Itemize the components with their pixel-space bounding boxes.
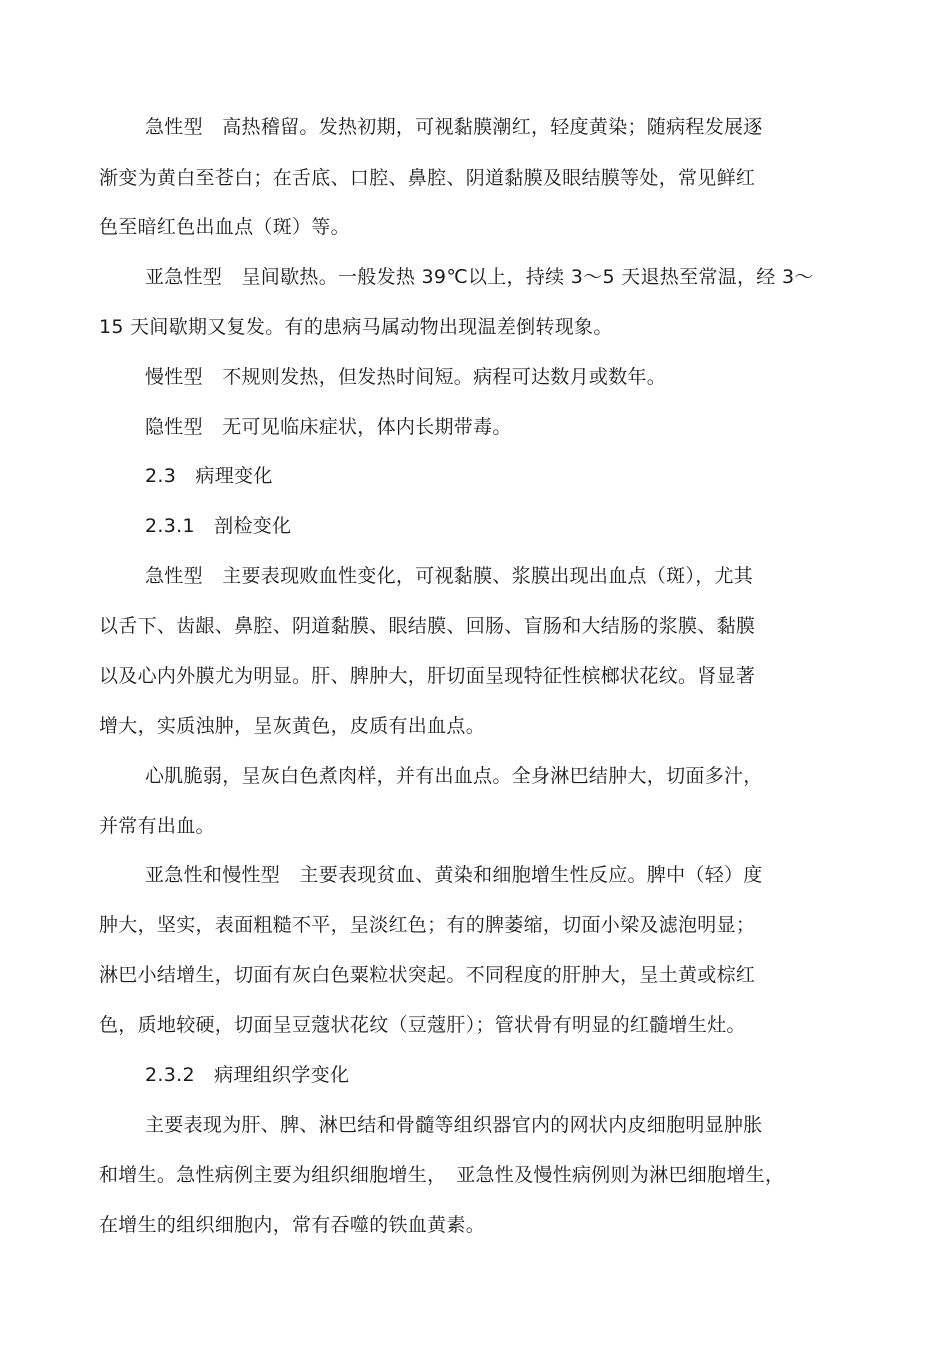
subsection-heading: 2.3.1 剖检变化	[145, 515, 292, 537]
text-line: 淋巴小结增生，切面有灰白色粟粒状突起。不同程度的肝肿大，呈土黄或棕红	[99, 964, 756, 986]
text-line: 并常有出血。	[99, 815, 215, 837]
text-line: 隐性型 无可见临床症状，体内长期带毒。	[145, 416, 512, 438]
text-line: 在增生的组织细胞内，常有吞噬的铁血黄素。	[99, 1214, 486, 1236]
text-line: 亚急性型 呈间歇热。一般发热 39℃以上，持续 3～5 天退热至常温，经 3～	[145, 266, 814, 288]
text-line: 15 天间歇期又复发。有的患病马属动物出现温差倒转现象。	[99, 316, 613, 338]
text-line: 以及心内外膜尤为明显。肝、脾肿大，肝切面呈现特征性槟榔状花纹。肾显著	[99, 665, 756, 687]
text-line: 增大，实质浊肿，呈灰黄色，皮质有出血点。	[99, 715, 486, 737]
text-line: 色至暗红色出血点（斑）等。	[99, 216, 350, 238]
text-line: 急性型 主要表现败血性变化，可视黏膜、浆膜出现出血点（斑），尤其	[145, 565, 754, 587]
text-line: 主要表现为肝、脾、淋巴结和骨髓等组织器官内的网状内皮细胞明显肿胀	[145, 1114, 763, 1136]
text-line: 以舌下、齿龈、鼻腔、阴道黏膜、眼结膜、回肠、盲肠和大结肠的浆膜、黏膜	[99, 615, 756, 637]
text-line: 慢性型 不规则发热，但发热时间短。病程可达数月或数年。	[145, 366, 667, 388]
text-line: 心肌脆弱，呈灰白色煮肉样，并有出血点。全身淋巴结肿大，切面多汁，	[145, 765, 763, 787]
subsection-heading: 2.3.2 病理组织学变化	[145, 1064, 350, 1086]
text-line: 急性型 高热稽留。发热初期，可视黏膜潮红，轻度黄染；随病程发展逐	[145, 116, 763, 138]
text-line: 肿大，坚实，表面粗糙不平，呈淡红色；有的脾萎缩，切面小梁及滤泡明显；	[99, 914, 756, 936]
text-line: 渐变为黄白至苍白；在舌底、口腔、鼻腔、阴道黏膜及眼结膜等处，常见鲜红	[99, 167, 756, 189]
text-line: 色，质地较硬，切面呈豆蔻状花纹（豆蔻肝）；管状骨有明显的红髓增生灶。	[99, 1014, 746, 1036]
section-heading: 2.3 病理变化	[145, 465, 273, 487]
text-line: 亚急性和慢性型 主要表现贫血、黄染和细胞增生性反应。脾中（轻）度	[145, 864, 763, 886]
text-line: 和增生。急性病例主要为组织细胞增生， 亚急性及慢性病例则为淋巴细胞增生，	[99, 1164, 785, 1186]
